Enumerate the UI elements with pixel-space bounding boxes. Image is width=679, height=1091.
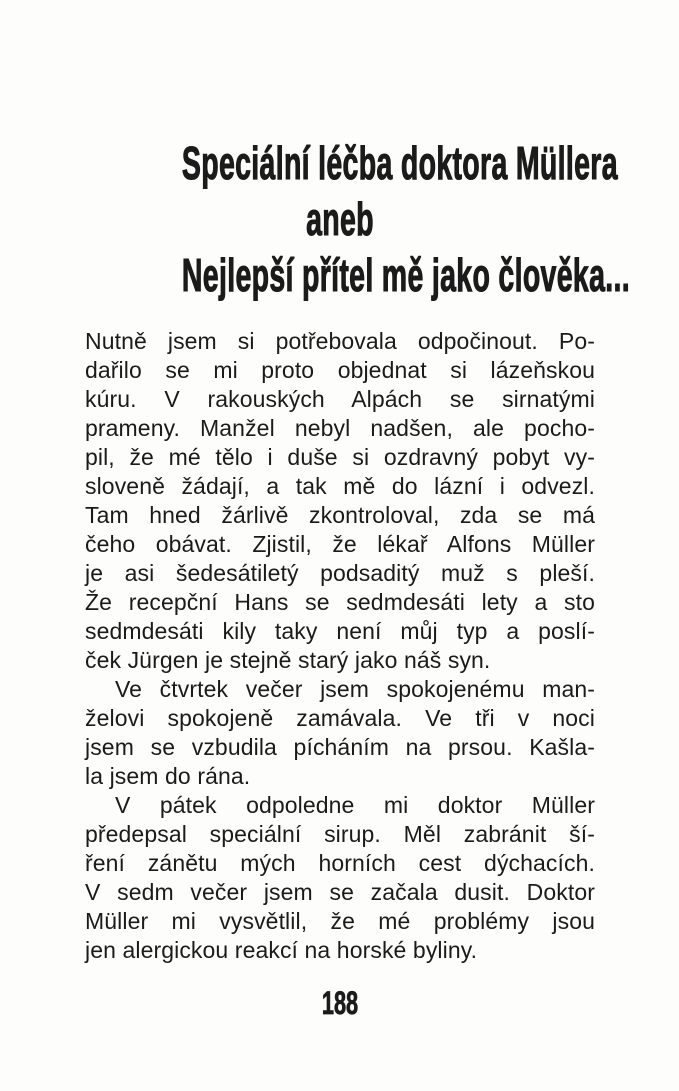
page-number: 188 (321, 985, 359, 1021)
text-line: ček Jürgen je stejně starý jako náš syn. (85, 647, 491, 673)
text-line: Nutně jsem si potřebovala odpočinout. Po- (85, 328, 595, 354)
text-line: sedmdesáti kily taky není můj typ a poslí- (85, 618, 595, 644)
text-line: prameny. Manžel nebyl nadšen, ale pocho- (85, 415, 595, 441)
text-line: ření zánětu mých horních cest dýchacích. (85, 850, 595, 876)
text-line: je asi šedesátiletý podsaditý muž s pleší. (85, 560, 595, 586)
text-line: želovi spokojeně zamávala. Ve tři v noci (85, 705, 595, 731)
text-line: dařilo se mi proto objednat si lázeňskou (85, 357, 595, 383)
text-line: Tam hned žárlivě zkontroloval, zda se má (85, 502, 595, 528)
text-line: jsem se vzbudila pícháním na prsou. Kašla- (85, 734, 595, 760)
chapter-title-line: Nejlepší přítel mě jako člověka... (181, 249, 630, 301)
text-line: V sedm večer jsem se začala dusit. Doktor (85, 879, 595, 905)
text-line: kúru. V rakouských Alpách se sirnatými (85, 386, 595, 412)
chapter-title-line: Speciální léčba doktora Müllera (181, 137, 618, 189)
text-line: jen alergickou reakcí na horské byliny. (85, 937, 478, 963)
paragraph (85, 791, 595, 965)
text-line: Müller mi vysvětlil, že mé problémy jsou (85, 908, 595, 934)
chapter-title-line: aneb (306, 193, 374, 245)
text-line: sloveně žádají, a tak mě do lázní i odvezl. (85, 473, 595, 499)
chapter-title (85, 135, 630, 303)
text-line: V pátek odpoledne mi doktor Müller (115, 792, 595, 818)
text-line: pil, že mé tělo i duše si ozdravný pobyt vy- (85, 444, 595, 470)
text-line: čeho obávat. Zjistil, že lékař Alfons Müller (85, 531, 595, 557)
text-line: Ve čtvrtek večer jsem spokojenému man- (115, 676, 595, 702)
body-text (85, 327, 595, 965)
text-line: Že recepční Hans se sedmdesáti lety a sto (85, 589, 595, 615)
paragraph (85, 327, 595, 675)
text-line: předepsal speciální sirup. Měl zabránit ší- (85, 821, 595, 847)
text-line: la jsem do rána. (85, 763, 251, 789)
text-block (85, 0, 630, 1091)
paragraph (85, 675, 595, 791)
